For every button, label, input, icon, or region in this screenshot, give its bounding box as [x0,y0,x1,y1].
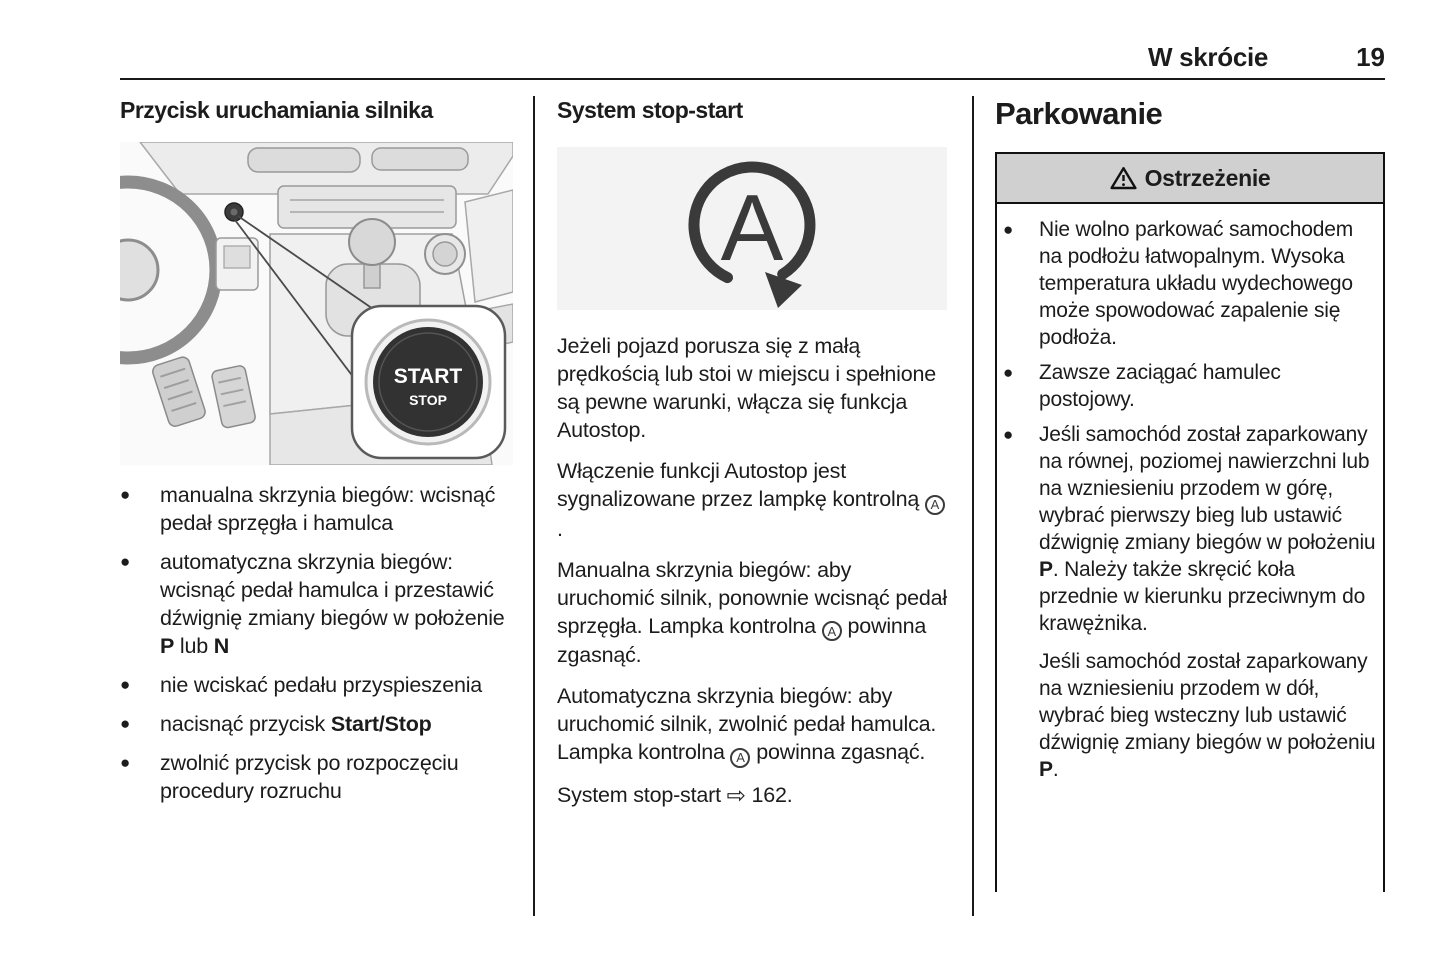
list-item [1003,421,1377,637]
bullet-icon: ● [120,485,131,504]
bullet-icon: ● [120,552,131,571]
list-item [120,749,513,805]
list-item-text: Jeśli samochód został zaparkowany na równej, poziomej nawierzchni lub na wzniesieniu przodem w górę, wybrać pierwszy bieg lub ustawić dźwignię zmiany biegów w położeniu P. Należy także skręcić koła przednie w kierunku przeciwnym do krawężnika. [1039,423,1376,635]
stop-start-symbol-figure [557,147,947,310]
subsection-heading-stop-start: System stop-start [557,97,743,123]
list-item [120,671,513,699]
section-heading-parking: Parkowanie [995,96,1163,131]
paragraph: Włączenie funkcji Autostop jest sygnalizowane przez lampkę kontrolną A. [557,457,947,543]
page-reference: System stop-start ⇨ 162. [557,781,793,808]
list-item [120,481,513,537]
start-label: START [393,365,463,388]
list-item-text: zwolnić przycisk po rozpoczęciu procedury rozruchu [160,751,459,803]
bullet-icon: ● [120,753,131,772]
warning-title: Ostrzeżenie [1144,164,1271,191]
bullet-icon: ● [1003,220,1014,239]
warning-body [997,204,1383,783]
stop-label: STOP [409,392,447,408]
engine-start-button-figure [120,142,513,465]
warning-triangle-icon [1110,166,1137,190]
autostop-indicator-icon: A [822,621,842,641]
paragraph: Jeżeli pojazd porusza się z małą prędkością lub stoi w miejscu i spełnione są pewne warunki, włącza się funkcja Autostop. [557,334,936,442]
list-item [1003,216,1377,351]
column-parking [995,96,1385,892]
list-item-text: nie wciskać pedału przyspieszenia [160,673,483,697]
page-header [120,0,1385,80]
list-item [1003,359,1377,413]
warning-continuation-paragraph: Jeśli samochód został zaparkowany na wzniesieniu przodem w dół, wybrać bieg wsteczny lub ustawić dźwignię zmiany biegów w położeniu P. [1039,650,1376,781]
subsection-heading-engine-start: Przycisk uruchamiania silnika [120,97,433,123]
paragraph: Automatyczna skrzynia biegów: aby uruchomić silnik, zwolnić pedał hamulca. Lampka kontrolna A powinna zgasnąć. [557,682,947,768]
autostop-indicator-icon: A [730,748,750,768]
engine-start-steps [120,481,513,805]
bullet-icon: ● [120,675,131,694]
paragraph: Manualna skrzynia biegów: aby uruchomić silnik, ponownie wcisnąć pedał sprzęgła. Lampka kontrolna A powinna zgasnąć. [557,557,947,667]
bullet-icon: ● [1003,425,1014,444]
chapter-title: W skrócie [1147,42,1269,72]
list-item-text: manualna skrzynia biegów: wcisnąć pedał sprzęgła i hamulca [160,483,496,535]
bullet-icon: ● [1003,363,1014,382]
page-ref-arrow-icon: ⇨ [726,781,746,808]
list-item [120,548,513,660]
autostop-letter: A [720,175,784,280]
list-item-text: Nie wolno parkować samochodem na podłożu łatwopalnym. Wysoka temperatura układu wydechowego może spowodować zapalenie się podłoża. [1039,218,1354,349]
list-item-text: Zawsze zaciągać hamulec postojowy. [1039,361,1281,411]
content-columns [120,96,1385,916]
column-engine-start [120,96,513,816]
list-item [120,710,513,738]
column-separator [533,96,535,916]
column-stop-start [557,96,947,822]
autostop-symbol-icon [557,147,947,310]
bullet-icon: ● [120,714,131,733]
column-separator [972,96,974,916]
list-item-text: automatyczna skrzynia biegów: wcisnąć pedał hamulca i przestawić dźwignię zmiany biegów w położenie P lub N [160,550,505,658]
page-number: 19 [1356,42,1385,72]
warning-box [995,152,1385,892]
list-item-text: nacisnąć przycisk Start/Stop [160,712,432,736]
warning-header [997,154,1383,204]
car-interior-illustration [120,142,513,465]
autostop-indicator-icon: A [925,495,945,515]
